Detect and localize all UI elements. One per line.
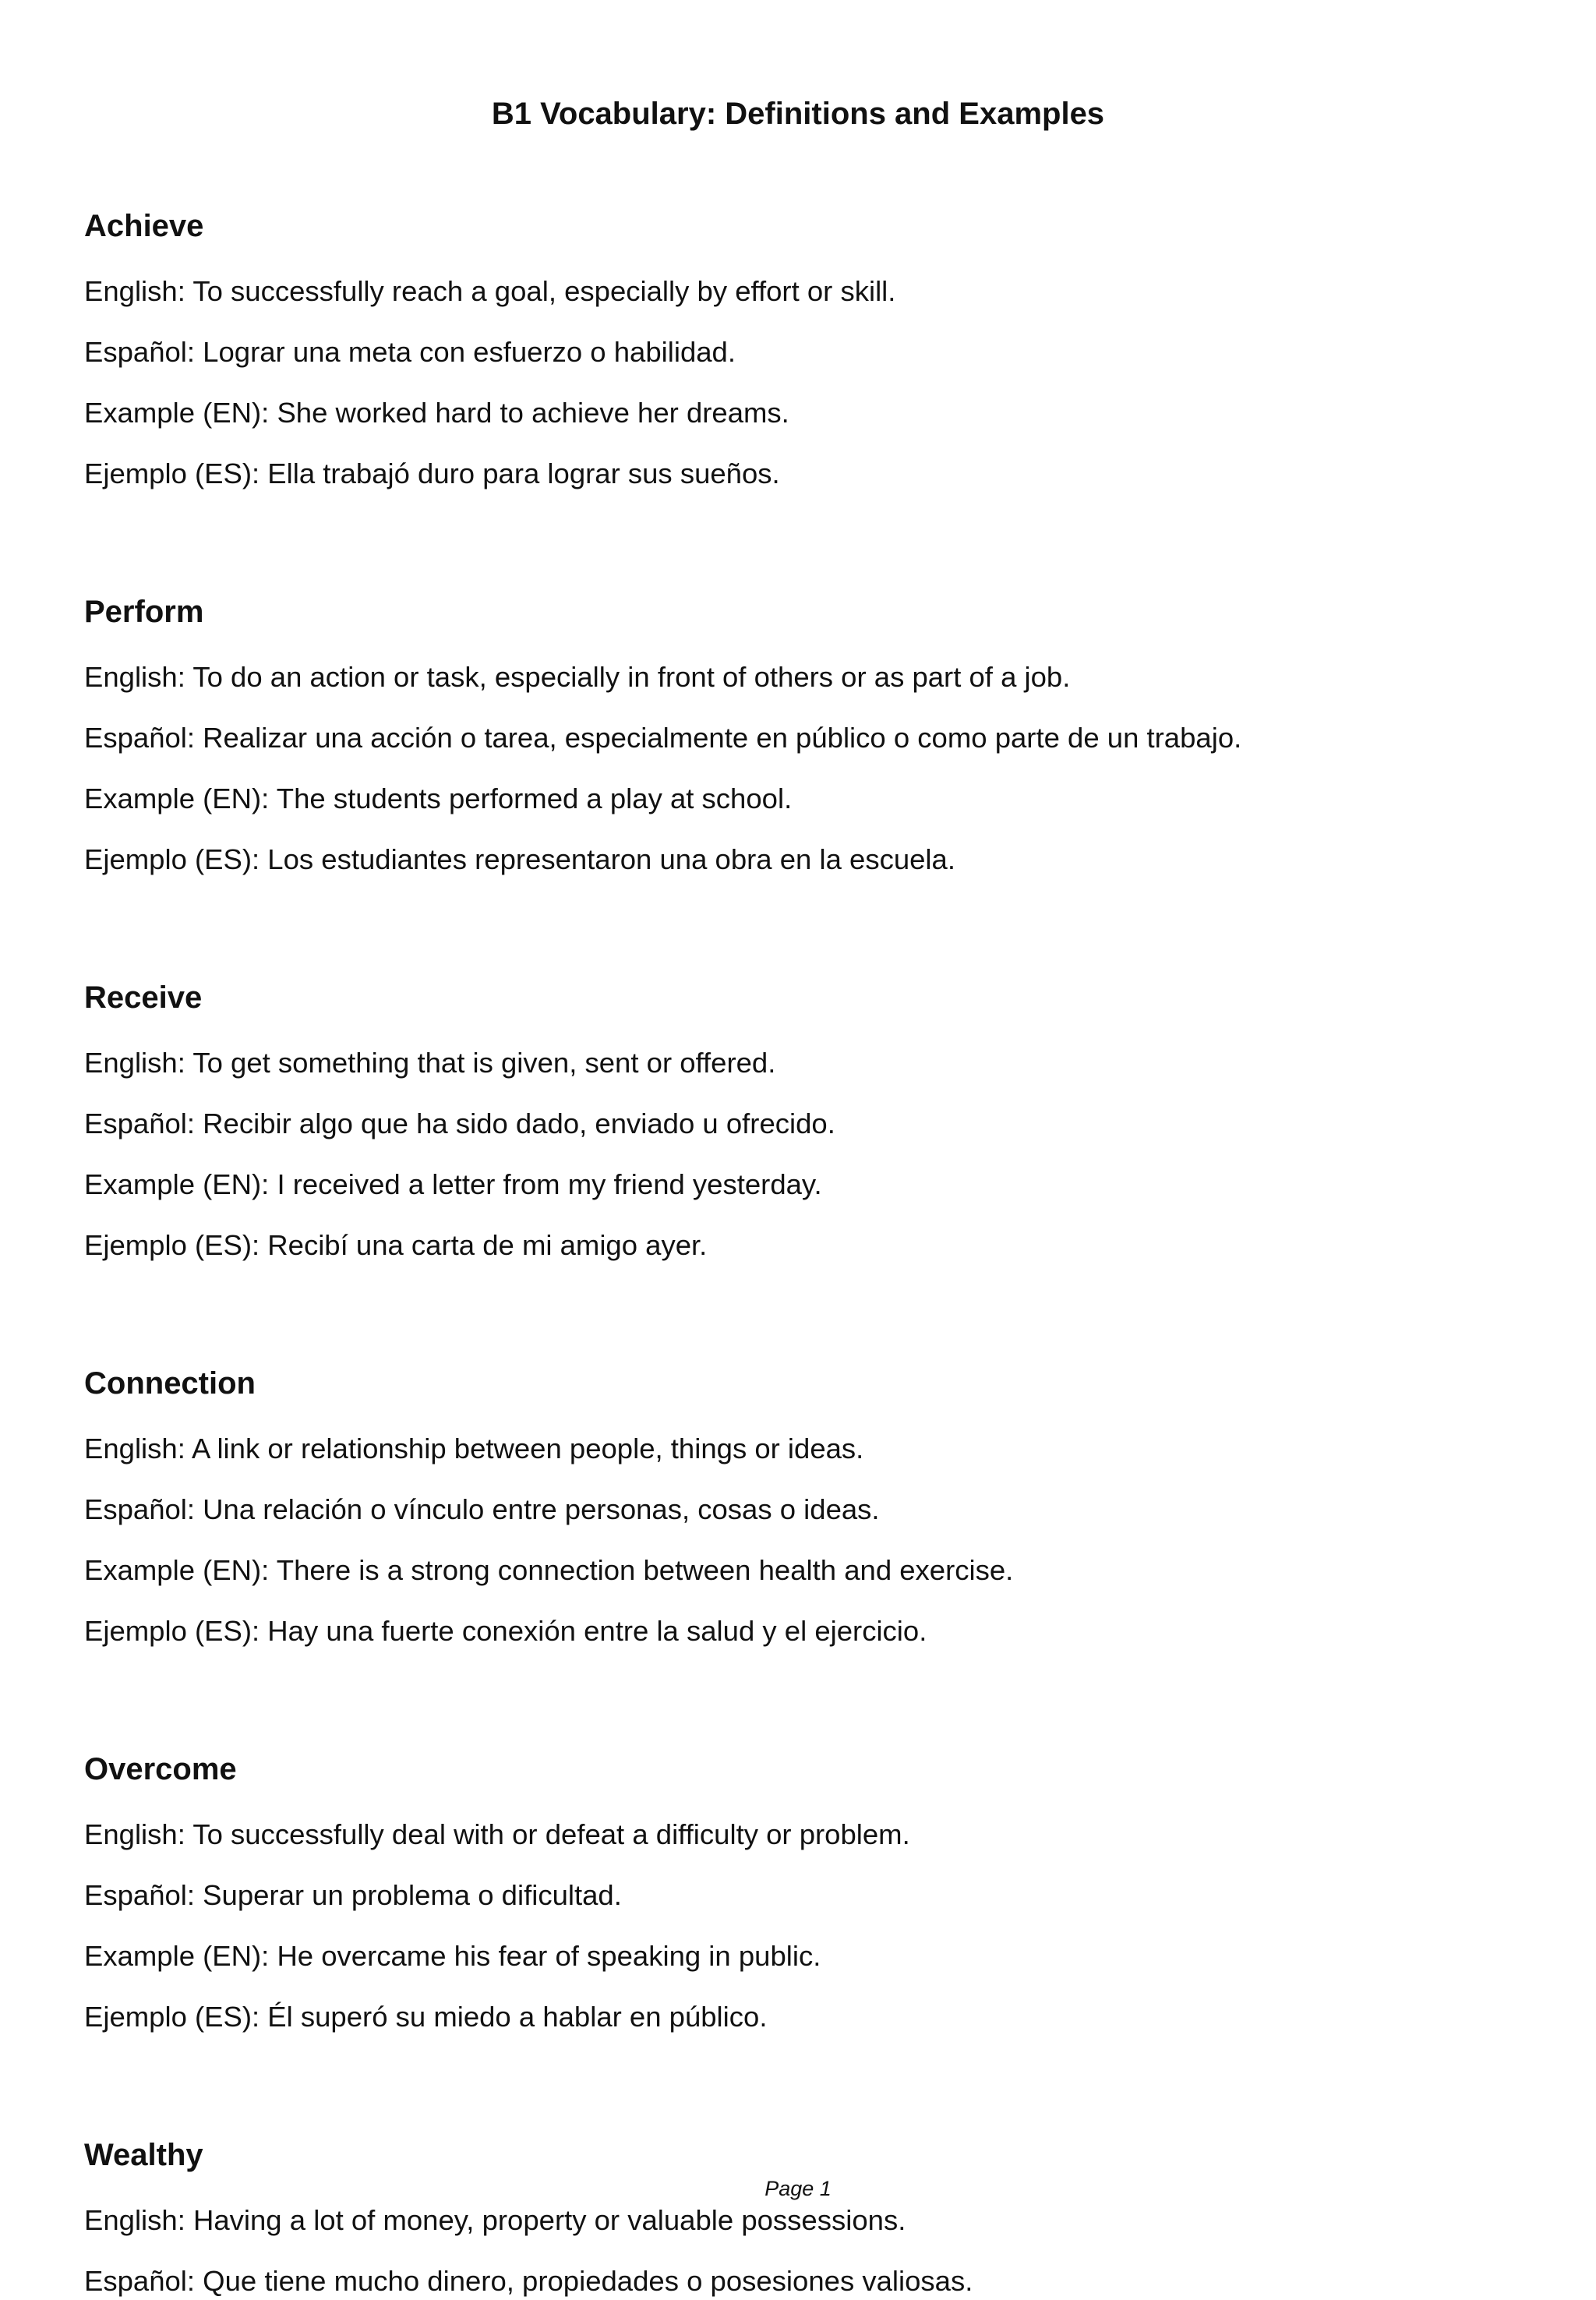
english-definition: English: To successfully reach a goal, especially by effort or skill. (84, 275, 896, 307)
spanish-definition: Español: Realizar una acción o tarea, especialmente en público o como parte de un trabajo. (84, 722, 1242, 754)
spanish-definition: Español: Que tiene mucho dinero, propiedades o posesiones valiosas. (84, 2265, 973, 2297)
vocab-entry-wealthy (84, 2133, 1518, 2300)
english-example: Example (EN): I received a letter from my friend yesterday. (84, 1168, 822, 1200)
english-definition: English: To get something that is given, sent or offered. (84, 1047, 776, 1079)
vocab-term: Receive (84, 980, 203, 1015)
document-title: B1 Vocabulary: Definitions and Examples (491, 97, 1105, 131)
vocab-term: Perform (84, 595, 204, 629)
page-number: Page 1 (764, 2177, 832, 2200)
english-example: Example (EN): The students performed a play at school. (84, 783, 793, 814)
vocab-term: Wealthy (84, 2138, 203, 2172)
english-example: Example (EN): There is a strong connection between health and exercise. (84, 1554, 1014, 1586)
vocab-term: Achieve (84, 209, 204, 243)
spanish-example: Ejemplo (ES): Él superó su miedo a hablar en público. (84, 2001, 768, 2033)
spanish-example: Ejemplo (ES): Recibí una carta de mi amigo ayer. (84, 1229, 708, 1261)
spanish-definition: Español: Lograr una meta con esfuerzo o habilidad. (84, 336, 736, 368)
english-definition: English: To successfully deal with or defeat a difficulty or problem. (84, 1818, 910, 1850)
english-definition: English: Having a lot of money, property or valuable possessions. (84, 2204, 906, 2236)
vocab-term: Overcome (84, 1752, 237, 1786)
spanish-example: Ejemplo (ES): Los estudiantes representaron una obra en la escuela. (84, 843, 955, 875)
vocab-term: Connection (84, 1366, 256, 1401)
vocabulary-list (84, 204, 1518, 2300)
english-example: Example (EN): He overcame his fear of speaking in public. (84, 1940, 821, 1972)
spanish-definition: Español: Una relación o vínculo entre personas, cosas o ideas. (84, 1493, 880, 1525)
vocab-entry-receive (84, 976, 1518, 1264)
english-definition: English: To do an action or task, especially in front of others or as part of a job. (84, 661, 1071, 693)
english-definition: English: A link or relationship between people, things or ideas. (84, 1433, 864, 1464)
english-example: Example (EN): She worked hard to achieve her dreams. (84, 397, 789, 429)
vocab-entry-perform (84, 590, 1518, 878)
vocab-entry-connection (84, 1362, 1518, 1650)
vocab-entry-achieve (84, 204, 1518, 493)
spanish-definition: Español: Recibir algo que ha sido dado, enviado u ofrecido. (84, 1108, 835, 1139)
vocab-entry-overcome (84, 1747, 1518, 2036)
spanish-definition: Español: Superar un problema o dificultad. (84, 1879, 622, 1911)
spanish-example: Ejemplo (ES): Ella trabajó duro para lograr sus sueños. (84, 458, 780, 489)
spanish-example: Ejemplo (ES): Hay una fuerte conexión entre la salud y el ejercicio. (84, 1615, 927, 1647)
